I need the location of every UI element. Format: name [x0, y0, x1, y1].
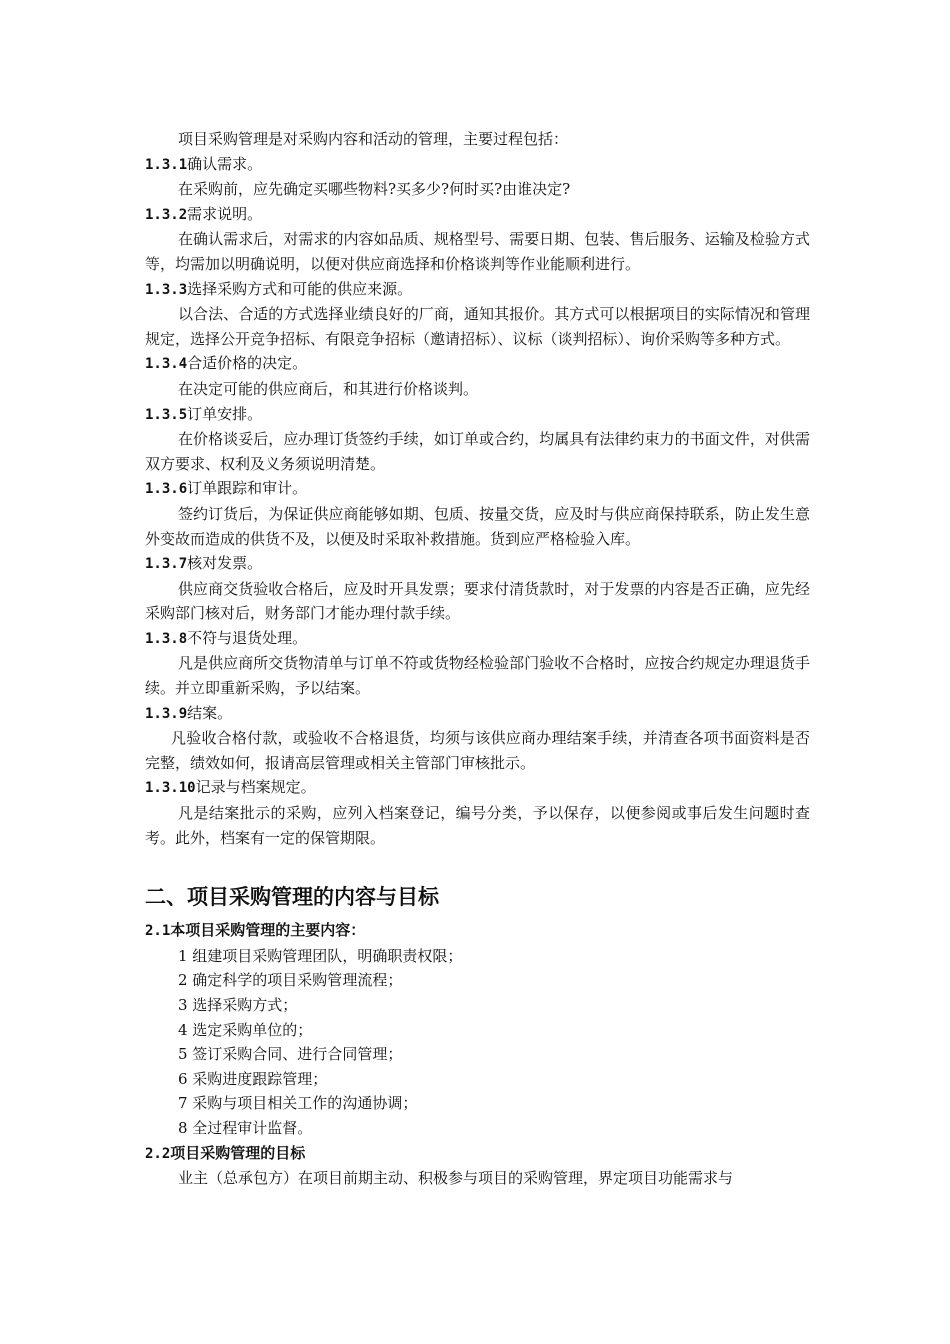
- section2-heading: 二、项目采购管理的内容与目标: [145, 884, 439, 910]
- document-content: [145, 127, 810, 1191]
- item-number: 1.3.9: [145, 705, 188, 722]
- item-title: 结案。: [187, 703, 233, 722]
- item-1-3-10: [145, 775, 810, 850]
- subsection-number: 2.1: [145, 923, 171, 940]
- subsection-2-2-title: [145, 1141, 810, 1167]
- item-title: 需求说明。: [187, 204, 263, 223]
- item-body: 在采购前，应先确定买哪些物料?买多少?何时买?由谁决定?: [178, 180, 571, 199]
- item-number: 1.3.1: [145, 156, 188, 173]
- item-title: 记录与档案规定。: [195, 778, 316, 797]
- list-item: 2 确定科学的项目采购管理流程；: [178, 971, 403, 990]
- item-body: 在决定可能的供应商后，和其进行价格谈判。: [178, 379, 479, 398]
- list-item: 5 签订采购合同、进行合同管理；: [178, 1045, 403, 1064]
- item-title: 确认需求。: [187, 154, 263, 173]
- item-1-3-3: [145, 277, 810, 352]
- item-number: 1.3.8: [145, 630, 188, 647]
- subsection-title: 项目采购管理的目标: [170, 1143, 306, 1162]
- section1-intro: 项目采购管理是对采购内容和活动的管理，主要过程包括：: [178, 130, 569, 148]
- item-1-3-9: [145, 701, 810, 776]
- item-body: 在价格谈妥后，应办理订货签约手续，如订单或合约，均属具有法律约束力的书面文件，对供需双方要求、权利及义务须说明清楚。: [145, 430, 810, 473]
- item-body: 供应商交货验收合格后，应及时开具发票；要求付清货款时，对于发票的内容是否正确，应先经采购部门核对后，财务部门才能办理付款手续。: [145, 579, 810, 623]
- item-title: 订单安排。: [187, 404, 263, 423]
- item-1-3-6: [145, 476, 810, 551]
- item-body: 凡验收合格付款，或验收不合格退货，均须与该供应商办理结案手续，并清查各项书面资料是否完整，绩效如何，报请高层管理或相关主管部门审核批示。: [145, 729, 810, 772]
- item-title: 合适价格的决定。: [187, 354, 308, 373]
- item-1-3-2: [145, 202, 810, 277]
- item-title: 选择采购方式和可能的供应来源。: [187, 279, 413, 298]
- subsection-2-2-body: 业主（总承包方）在项目前期主动、积极参与项目的采购管理，界定项目功能需求与: [178, 1169, 734, 1188]
- item-number: 1.3.10: [145, 780, 196, 797]
- list-item: 4 选定采购单位的；: [178, 1020, 313, 1039]
- item-1-3-5: [145, 402, 810, 477]
- item-title: 订单跟踪和审计。: [187, 479, 308, 498]
- item-body: 签约订货后，为保证供应商能够如期、包质、按量交货，应及时与供应商保持联系，防止发生意外变故而造成的供货不及，以便及时采取补救措施。货到应严格检验入库。: [145, 504, 810, 548]
- item-number: 1.3.5: [145, 406, 188, 423]
- item-body: 凡是结案批示的采购，应列入档案登记，编号分类，予以保存，以便参阅或事后发生问题时查考。此外，档案有一定的保管期限。: [145, 804, 810, 847]
- item-1-3-1: [145, 152, 810, 202]
- item-number: 1.3.2: [145, 206, 188, 223]
- item-1-3-8: [145, 626, 810, 701]
- list-item: 8 全过程审计监督。: [178, 1118, 313, 1137]
- subsection-2-1-title: [145, 918, 810, 944]
- item-number: 1.3.6: [145, 481, 188, 498]
- item-number: 1.3.7: [145, 556, 188, 573]
- list-item: 7 采购与项目相关工作的沟通协调；: [178, 1094, 418, 1113]
- list-item: 1 组建项目采购管理团队，明确职责权限；: [178, 946, 463, 965]
- item-title: 不符与退货处理。: [187, 628, 308, 647]
- item-title: 核对发票。: [187, 554, 263, 573]
- item-number: 1.3.3: [145, 281, 188, 298]
- content-list: [145, 944, 810, 1141]
- item-1-3-7: [145, 551, 810, 626]
- subsection-number: 2.2: [145, 1145, 171, 1162]
- item-body: 凡是供应商所交货物清单与订单不符或货物经检验部门验收不合格时，应按合约规定办理退货手续。并立即重新采购，予以结案。: [145, 654, 810, 698]
- item-number: 1.3.4: [145, 356, 188, 373]
- list-item: 6 采购进度跟踪管理；: [178, 1069, 328, 1088]
- item-body: 以合法、合适的方式选择业绩良好的厂商，通知其报价。其方式可以根据项目的实际情况和管理规定，选择公开竞争招标、有限竞争招标（邀请招标）、议标（谈判招标）、询价采购等多种方式。: [145, 305, 810, 348]
- item-body: 在确认需求后，对需求的内容如品质、规格型号、需要日期、包装、售后服务、运输及检验方式等，均需加以明确说明，以便对供应商选择和价格谈判等作业能顺利进行。: [145, 230, 810, 273]
- list-item: 3 选择采购方式；: [178, 996, 298, 1014]
- subsection-title: 本项目采购管理的主要内容：: [170, 921, 366, 940]
- item-1-3-4: [145, 351, 810, 401]
